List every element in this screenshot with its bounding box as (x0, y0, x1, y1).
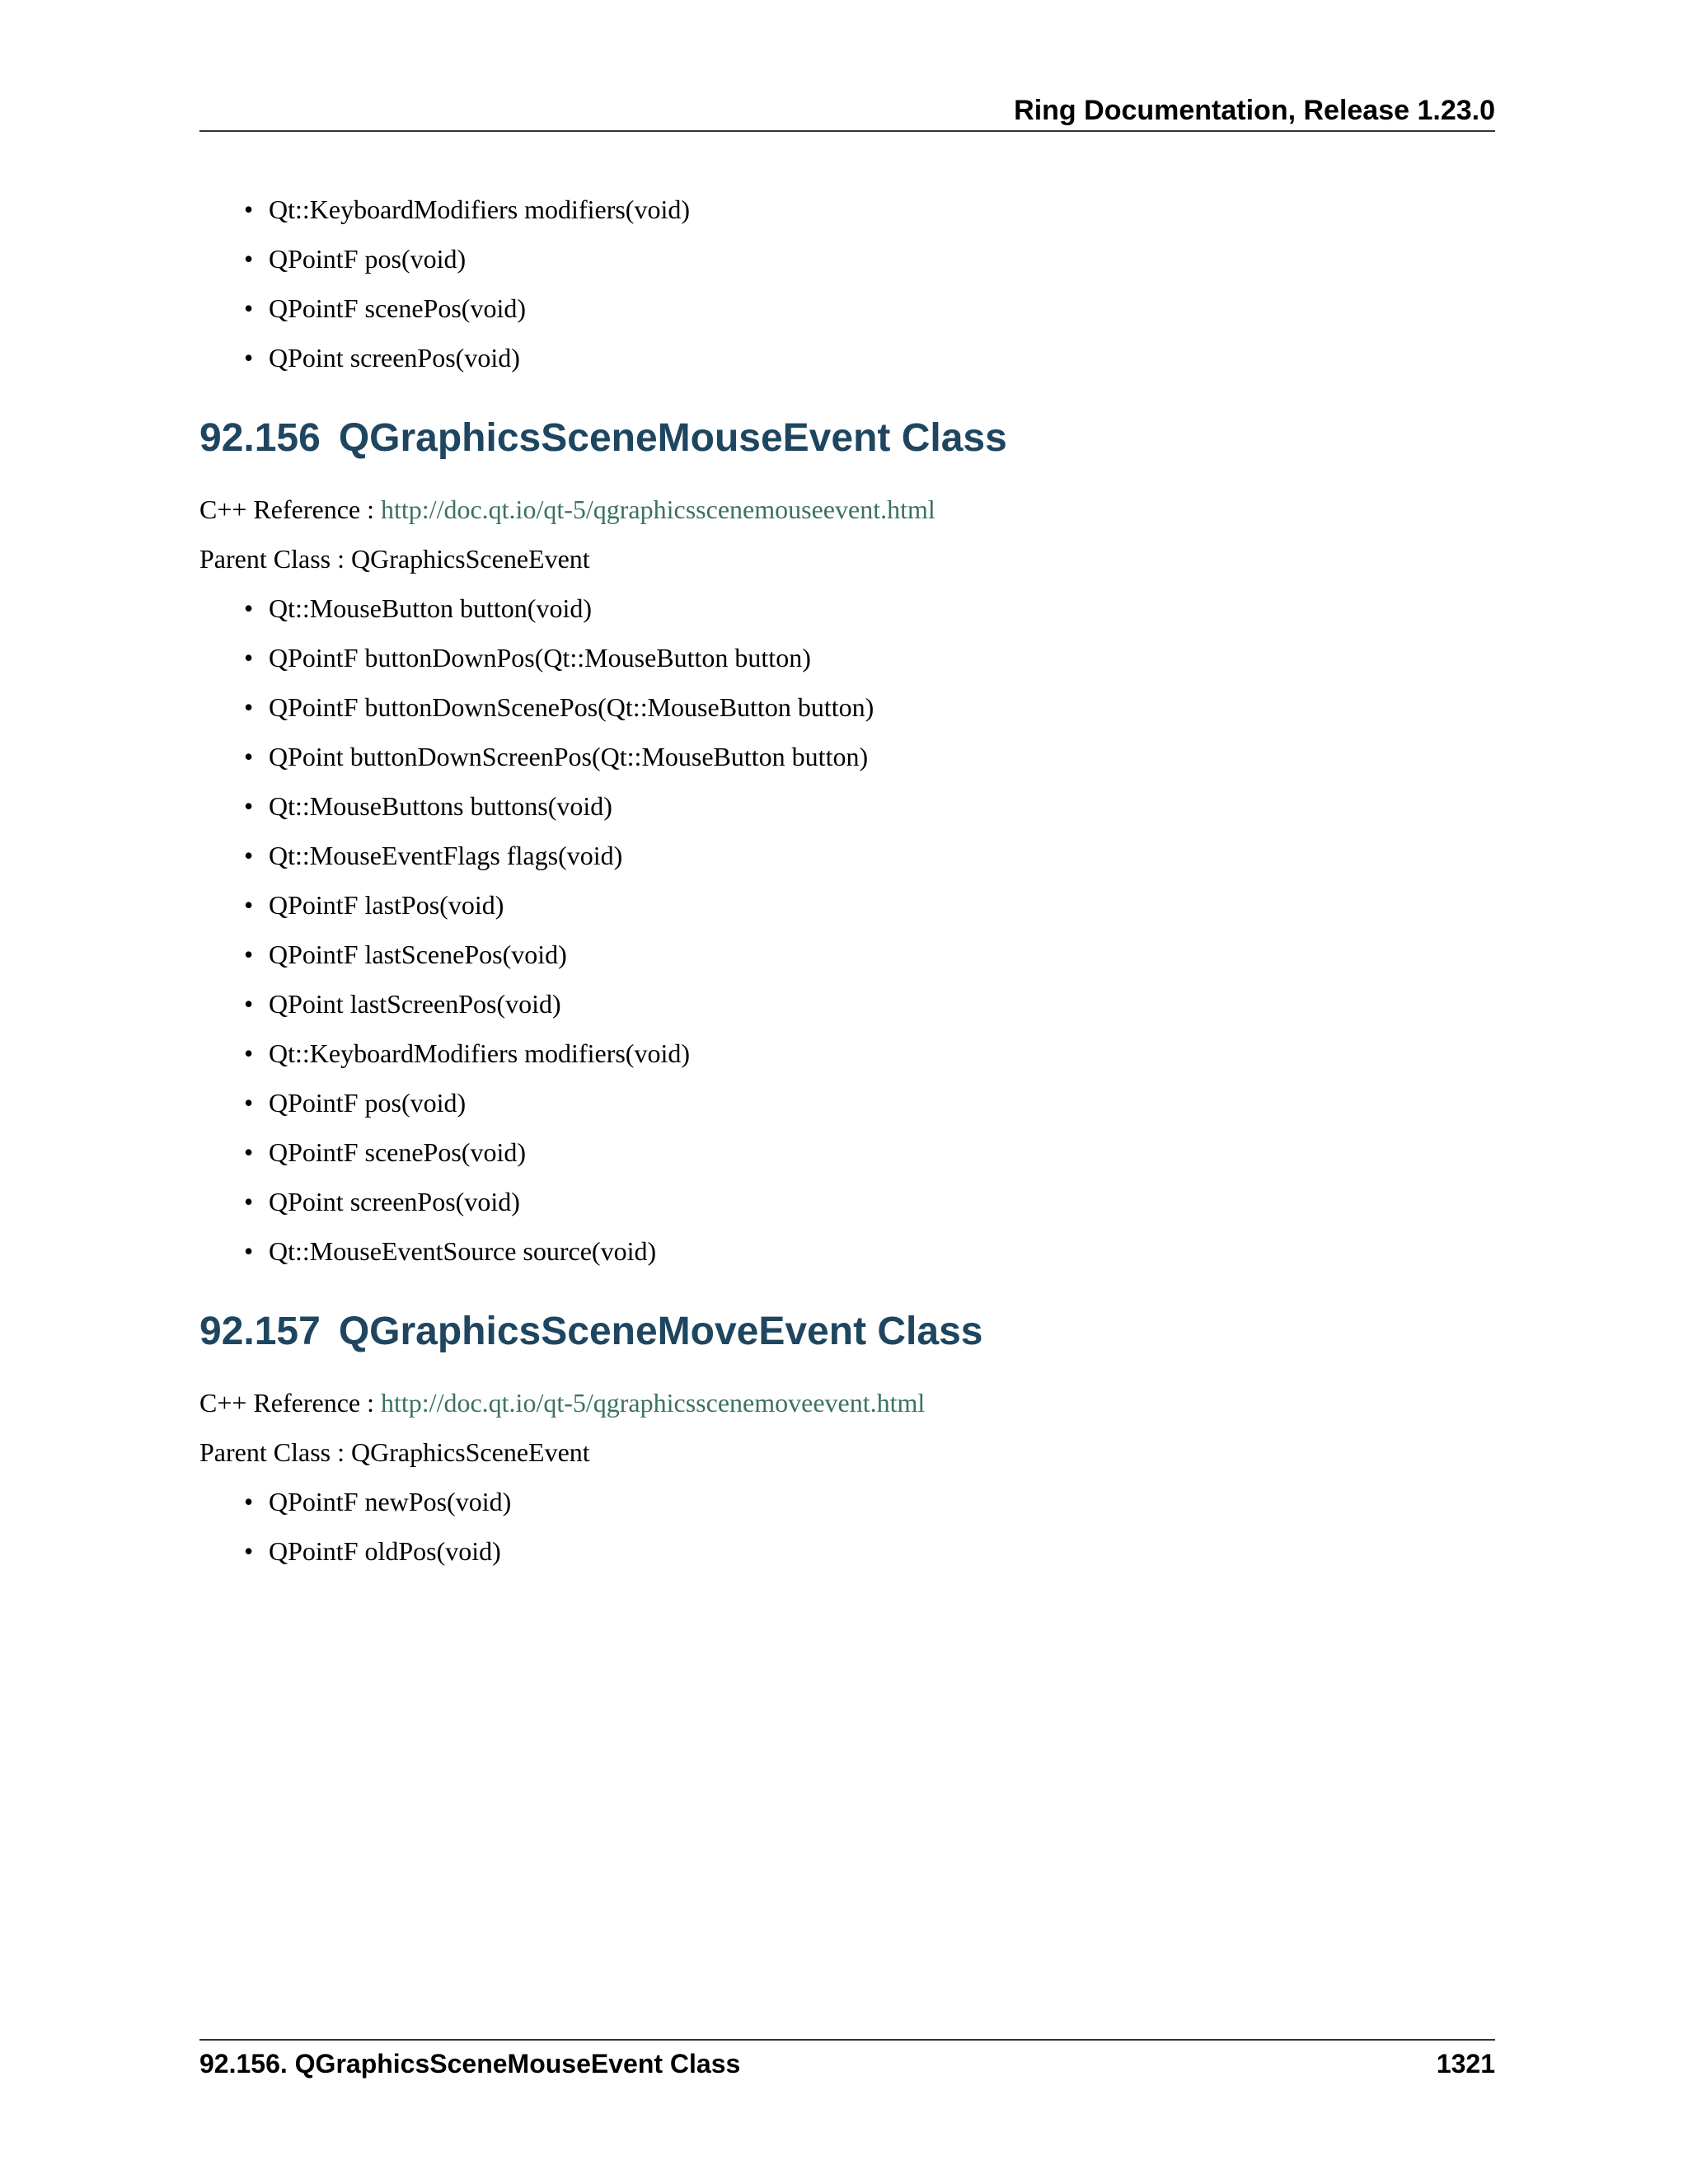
list-item: • QPointF pos(void) (244, 1086, 1495, 1119)
list-item: • QPointF lastPos(void) (244, 888, 1495, 921)
running-header: Ring Documentation, Release 1.23.0 (1014, 95, 1495, 126)
list-item: • QPointF scenePos(void) (244, 1136, 1495, 1169)
reference-label: C++ Reference : (199, 1388, 374, 1418)
header-divider (199, 130, 1495, 132)
list-item: • QPointF buttonDownScenePos(Qt::MouseButton button) (244, 691, 1495, 724)
section-title: QGraphicsSceneMouseEvent Class (338, 416, 1007, 460)
section-title: QGraphicsSceneMoveEvent Class (338, 1310, 983, 1353)
list-item: • Qt::KeyboardModifiers modifiers(void) (244, 193, 1495, 226)
list-item: • Qt::MouseEventSource source(void) (244, 1235, 1495, 1268)
list-item: • Qt::MouseButton button(void) (244, 592, 1495, 625)
list-item: • Qt::MouseButtons buttons(void) (244, 790, 1495, 823)
page-number: 1321 (1436, 2049, 1495, 2079)
reference-label: C++ Reference : (199, 494, 374, 524)
list-item: • QPoint buttonDownScreenPos(Qt::MouseButton button) (244, 740, 1495, 773)
list-item: • QPointF oldPos(void) (244, 1535, 1495, 1568)
method-list-92-157 (244, 1485, 1495, 1568)
list-item: • Qt::KeyboardModifiers modifiers(void) (244, 1037, 1495, 1070)
section-heading-92-156 (199, 414, 1495, 463)
cpp-reference (199, 1386, 1495, 1419)
parent-label: Parent Class : (199, 1437, 345, 1467)
list-item: • QPointF lastScenePos(void) (244, 938, 1495, 971)
section-heading-92-157 (199, 1307, 1495, 1357)
parent-class-name: QGraphicsSceneEvent (350, 544, 590, 574)
reference-link[interactable]: http://doc.qt.io/qt-5/qgraphicsscenemouseevent.html (381, 494, 935, 524)
list-item: • QPointF scenePos(void) (244, 292, 1495, 325)
parent-class-name: QGraphicsSceneEvent (350, 1437, 590, 1467)
list-item: • QPoint screenPos(void) (244, 1185, 1495, 1218)
section-number: 92.156 (199, 416, 321, 460)
list-item: • QPointF buttonDownPos(Qt::MouseButton button) (244, 641, 1495, 674)
parent-label: Parent Class : (199, 544, 345, 574)
intro-method-list (244, 193, 1495, 374)
list-item: • QPoint screenPos(void) (244, 341, 1495, 374)
running-footer (199, 2046, 1495, 2082)
reference-link[interactable]: http://doc.qt.io/qt-5/qgraphicsscenemoveevent.html (381, 1388, 926, 1418)
footer-section-title: 92.156. QGraphicsSceneMouseEvent Class (199, 2049, 741, 2079)
footer-divider (199, 2039, 1495, 2041)
list-item: • QPoint lastScreenPos(void) (244, 987, 1495, 1020)
list-item: • QPointF newPos(void) (244, 1485, 1495, 1518)
page-content (199, 193, 1495, 1584)
cpp-reference (199, 493, 1495, 526)
parent-class (199, 1436, 1495, 1469)
method-list-92-156 (244, 592, 1495, 1268)
section-number: 92.157 (199, 1310, 321, 1353)
list-item: • QPointF pos(void) (244, 242, 1495, 275)
list-item: • Qt::MouseEventFlags flags(void) (244, 839, 1495, 872)
parent-class (199, 542, 1495, 575)
